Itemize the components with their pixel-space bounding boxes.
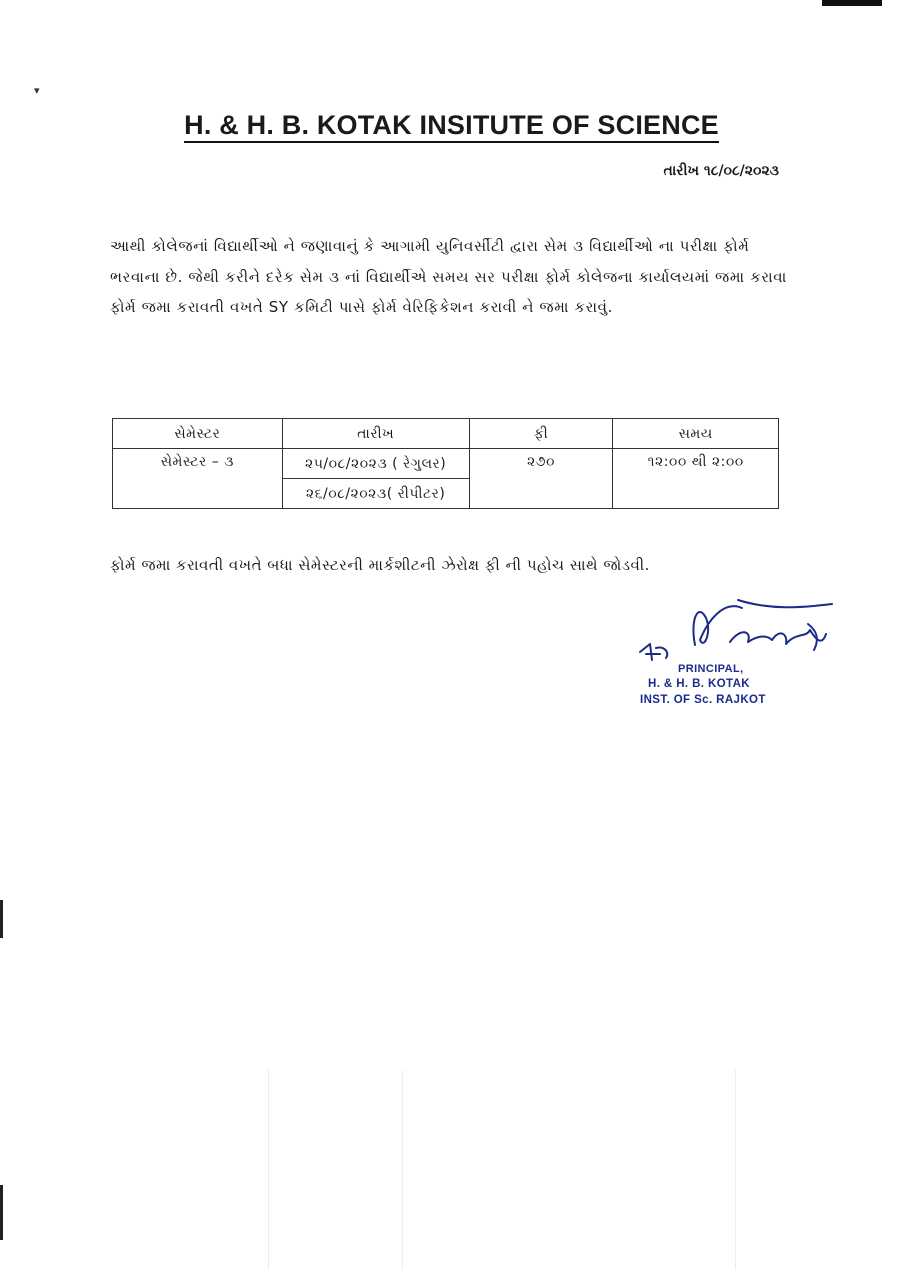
attachment-note: ફોર્મ જમા કરાવતી વખતે બધા સેમેસ્ટરની માર્કશીટની ઝેરોક્ષ ફી ની પહોચ સાથે જોડવી. bbox=[110, 556, 650, 574]
cell-date-repeater: ૨૬/૦૮/૨૦૨૩( રીપીટર) bbox=[282, 479, 469, 509]
scan-artifact bbox=[402, 1070, 403, 1270]
cell-fee: ૨૭૦ bbox=[469, 449, 613, 509]
scan-corner-mark bbox=[822, 0, 882, 6]
scan-edge-mark bbox=[0, 1185, 3, 1240]
institute-name: H. & H. B. KOTAK INSITUTE OF SCIENCE bbox=[184, 110, 719, 143]
header-semester: સેમેસ્ટર bbox=[113, 419, 283, 449]
header-fee: ફી bbox=[469, 419, 613, 449]
exam-form-table bbox=[112, 418, 779, 509]
table-row bbox=[113, 449, 779, 479]
cell-date-regular: ૨૫/૦૮/૨૦૨૩ ( રેગુલર) bbox=[282, 449, 469, 479]
scan-artifact bbox=[268, 1070, 269, 1270]
institute-title bbox=[0, 110, 903, 141]
scan-edge-mark bbox=[0, 900, 3, 938]
header-date: તારીખ bbox=[282, 419, 469, 449]
stamp-institute: INST. OF Sc. RAJKOT bbox=[640, 694, 766, 706]
header-time: સમય bbox=[613, 419, 779, 449]
cell-semester: સેમેસ્ટર – ૩ bbox=[113, 449, 283, 509]
table-header-row bbox=[113, 419, 779, 449]
notice-date: તારીખ ૧૮/૦૮/૨૦૨૩ bbox=[663, 163, 779, 179]
handwritten-signature bbox=[620, 590, 850, 670]
principal-signature-stamp bbox=[620, 590, 850, 720]
scan-speck: ▾ bbox=[34, 84, 40, 97]
stamp-title: PRINCIPAL, bbox=[678, 663, 744, 675]
cell-time: ૧૨:૦૦ થી ૨:૦૦ bbox=[613, 449, 779, 509]
stamp-college: H. & H. B. KOTAK bbox=[648, 678, 751, 690]
scan-artifact bbox=[735, 1070, 736, 1270]
notice-body: આથી કોલેજનાં વિદ્યાર્થીઓ ને જણાવાનું કે આગામી યુનિવર્સીટી દ્વારા સેમ ૩ વિદ્યાર્થીઓ ના પરીક્ષા ફોર્મ ભરવાના છે. જેથી કરીને દરેક સેમ ૩ નાં વિદ્યાર્થીએ સમય સર પરીક્ષા ફોર્મ કોલેજના કાર્યાલયમાં જમા કરાવા ફોર્મ જમા કરાવતી વખતે SY કમિટી પાસે ફોર્મ વેરિફિકેશન કરાવી ને જમા કરાવું. bbox=[110, 237, 787, 316]
